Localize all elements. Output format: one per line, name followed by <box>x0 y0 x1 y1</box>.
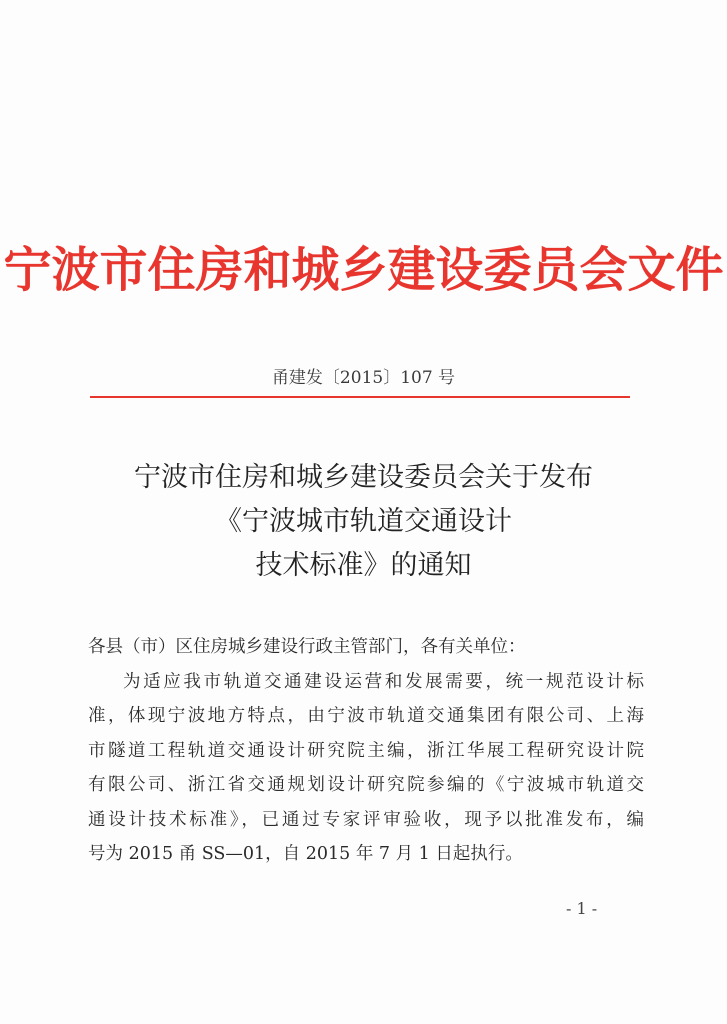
document-number: 甬建发〔2015〕107 号 <box>271 368 456 388</box>
issuer-header: 宁波市住房和城乡建设委员会文件 <box>3 242 724 298</box>
notice-title-line-1: 宁波市住房和城乡建设委员会关于发布 <box>134 462 593 493</box>
notice-title <box>0 456 727 588</box>
red-divider-line <box>90 396 630 398</box>
salutation: 各县（市）区住房城乡建设行政主管部门，各有关单位： <box>88 637 526 657</box>
page-number: - 1 - <box>566 899 598 918</box>
body-line: 通设计技术标准》，已通过专家评审验收，现予以批准发布，编 <box>88 809 644 830</box>
notice-body <box>88 630 644 872</box>
body-line: 市隧道工程轨道交通设计研究院主编，浙江华展工程研究设计院 <box>88 740 644 761</box>
body-line: 号为 2015 甬 SS—01，自 2015 年 7 月 1 日起执行。 <box>88 844 523 864</box>
body-line: 准，体现宁波地方特点，由宁波市轨道交通集团有限公司、上海 <box>88 706 644 726</box>
body-line: 有限公司、浙江省交通规划设计研究院参编的《宁波城市轨道交 <box>88 775 644 795</box>
body-line: 为适应我市轨道交通建设运营和发展需要，统一规范设计标 <box>123 671 644 692</box>
notice-title-line-3: 技术标准》的通知 <box>255 550 472 581</box>
notice-title-line-2: 《宁波城市轨道交通设计 <box>215 506 512 537</box>
